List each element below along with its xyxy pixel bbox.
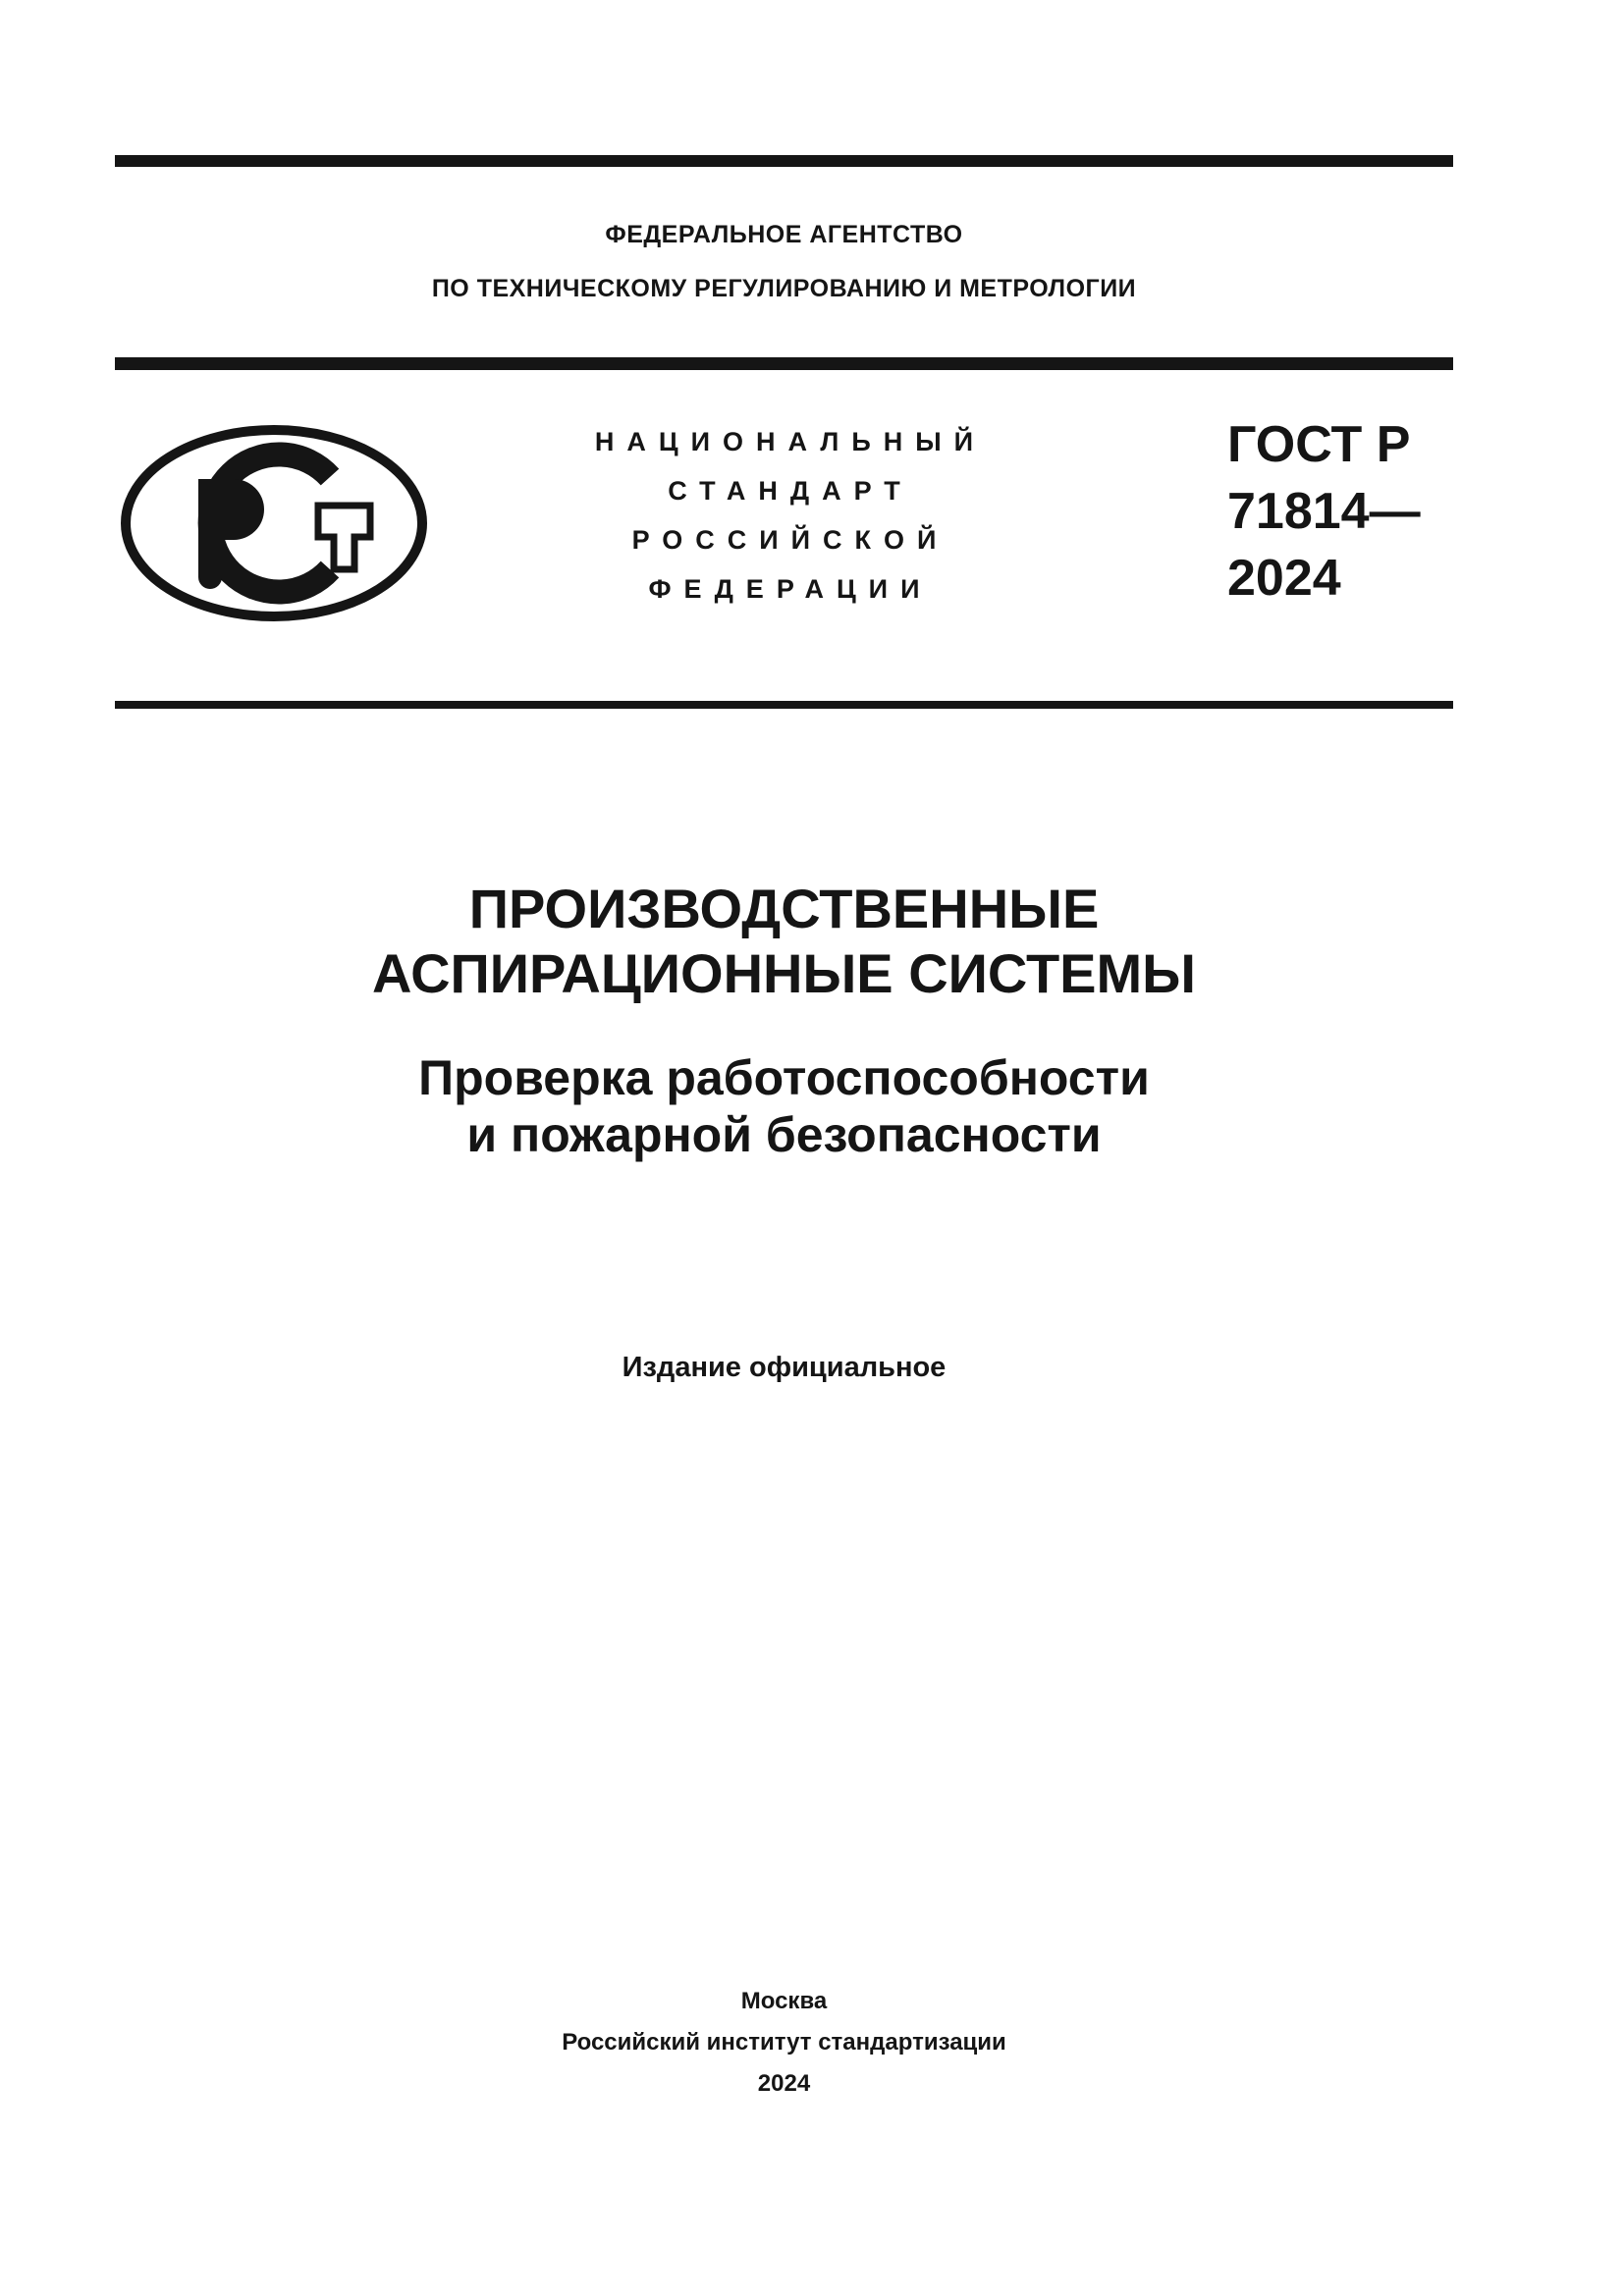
middle-rule xyxy=(115,357,1453,370)
document-subtitle xyxy=(115,1049,1453,1163)
document-subtitle-line2: и пожарной безопасности xyxy=(466,1107,1102,1162)
document-title-line2: АСПИРАЦИОННЫЕ СИСТЕМЫ xyxy=(372,942,1196,1004)
agency-name-line2: ПО ТЕХНИЧЕСКОМУ РЕГУЛИРОВАНИЮ И МЕТРОЛОГИИ xyxy=(431,275,1137,302)
agency-header xyxy=(115,208,1453,316)
imprint-publisher: Российский институт стандартизации xyxy=(562,2029,1006,2056)
imprint-year: 2024 xyxy=(757,2070,811,2097)
document-subtitle-line1: Проверка работоспособности xyxy=(418,1050,1150,1105)
designation-line: 2024 xyxy=(1227,550,1341,607)
standard-type-line: ФЕДЕРАЦИИ xyxy=(648,574,933,604)
imprint-city: Москва xyxy=(740,1988,828,2014)
bottom-rule xyxy=(115,701,1453,709)
imprint xyxy=(115,1981,1453,2105)
standard-designation xyxy=(1227,411,1421,612)
agency-name-line1: ФЕДЕРАЛЬНОЕ АГЕНТСТВО xyxy=(605,221,963,248)
document-title xyxy=(115,877,1453,1006)
standard-type-line: РОССИЙСКОЙ xyxy=(631,525,949,555)
standard-type-line: СТАНДАРТ xyxy=(668,476,913,506)
designation-line: 71814— xyxy=(1227,483,1421,540)
top-rule xyxy=(115,155,1453,167)
document-title-line1: ПРОИЗВОДСТВЕННЫЕ xyxy=(468,878,1100,939)
edition-note: Издание официальное xyxy=(622,1352,947,1383)
standard-type-line: НАЦИОНАЛЬНЫЙ xyxy=(594,427,987,456)
designation-line: ГОСТ Р xyxy=(1227,416,1411,473)
